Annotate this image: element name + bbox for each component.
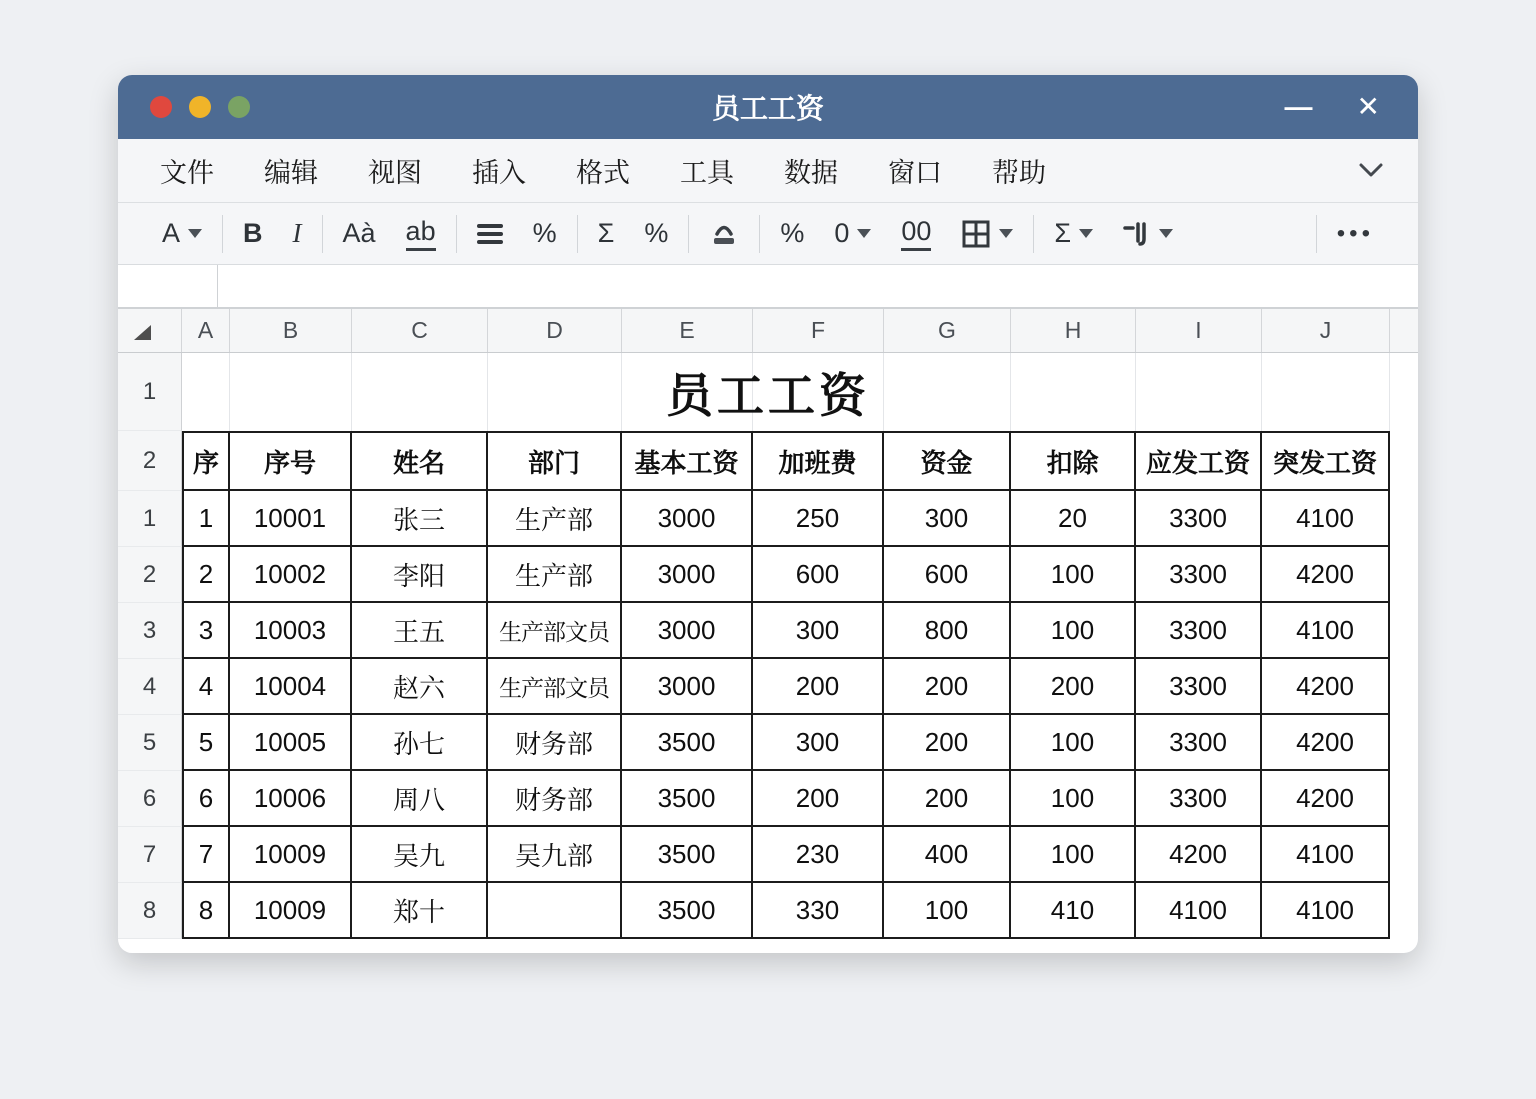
empty-cell[interactable] [1011,353,1136,431]
cell[interactable]: 6 [182,771,230,827]
cell[interactable]: 200 [1011,659,1136,715]
select-all-button[interactable] [118,309,182,352]
select-all-triangle-icon [134,325,151,340]
cell[interactable]: 100 [1011,771,1136,827]
align-lines-icon[interactable] [477,223,503,245]
underline-button[interactable]: ab [406,216,436,251]
cell[interactable]: 4100 [1262,603,1390,659]
bold-button[interactable]: B [243,218,263,248]
column-header-D[interactable]: D [488,309,622,352]
cell[interactable]: 600 [753,547,884,603]
cell[interactable]: 3500 [622,827,753,883]
header-cell[interactable]: 应发工资 [1136,431,1262,491]
formula-bar [118,265,1418,309]
header-cell[interactable]: 序 [182,431,230,491]
cell[interactable]: 10002 [230,547,352,603]
cell[interactable]: 3300 [1136,659,1262,715]
cell[interactable]: 8 [182,883,230,939]
menu-item-格式[interactable]: 格式 [576,158,630,188]
autosum-button[interactable] [1054,218,1093,249]
column-header-H[interactable]: H [1011,309,1136,352]
cell[interactable]: 600 [884,547,1011,603]
window-controls [1285,93,1418,121]
empty-cell[interactable] [1136,353,1262,431]
table-row [118,547,1418,603]
cell[interactable]: 100 [884,883,1011,939]
table-row [118,827,1418,883]
row-number[interactable]: 2 [118,431,182,491]
menu-item-数据[interactable]: 数据 [784,158,838,188]
empty-cell[interactable] [488,353,622,431]
close-traffic-light-icon[interactable] [150,96,172,118]
fill-color-icon[interactable] [709,220,739,248]
cell[interactable]: 3 [182,603,230,659]
font-dropdown-button[interactable] [162,218,202,249]
more-options-button[interactable]: ••• [1336,219,1374,247]
minimize-button[interactable]: — [1284,91,1311,122]
app-window [118,75,1418,953]
column-header-J[interactable]: J [1262,309,1390,352]
header-cell[interactable]: 部门 [488,431,622,491]
cell[interactable]: 郑十 [352,883,488,939]
cell[interactable]: 230 [753,827,884,883]
font-label: A [162,218,181,248]
cell[interactable]: 周八 [352,771,488,827]
borders-button[interactable] [961,220,1013,248]
table-row [118,603,1418,659]
borders-grid-icon [961,220,991,248]
table-row [118,771,1418,827]
decrease-decimal-button[interactable] [834,218,871,249]
cell[interactable]: 300 [753,715,884,771]
cell[interactable]: 3300 [1136,771,1262,827]
close-button[interactable]: ✕ [1356,91,1380,122]
cell[interactable]: 4100 [1136,883,1262,939]
cell[interactable]: 1 [182,491,230,547]
chevron-down-icon [1159,229,1173,238]
cell[interactable]: 200 [884,659,1011,715]
row-number[interactable]: 1 [118,491,182,547]
cell[interactable]: 赵六 [352,659,488,715]
table-row [118,659,1418,715]
cell[interactable]: 3300 [1136,547,1262,603]
cell[interactable]: 100 [1011,547,1136,603]
cell[interactable]: 4200 [1262,547,1390,603]
cell[interactable]: 4200 [1262,715,1390,771]
cell[interactable]: 200 [884,715,1011,771]
name-box[interactable] [118,265,218,307]
menu-item-文件[interactable]: 文件 [160,158,214,188]
chevron-down-icon[interactable] [1358,161,1384,179]
cell[interactable]: 250 [753,491,884,547]
row-number[interactable]: 6 [118,771,182,827]
cell[interactable]: 100 [1011,603,1136,659]
cell[interactable]: 吴九 [352,827,488,883]
cell[interactable]: 3000 [622,659,753,715]
column-header-F[interactable]: F [753,309,884,352]
cell[interactable]: 生产部文员 [488,659,622,715]
minimize-traffic-light-icon[interactable] [189,96,211,118]
sheet-title-row [118,353,1418,431]
cell[interactable]: 3500 [622,715,753,771]
cell[interactable] [488,883,622,939]
cell[interactable]: 800 [884,603,1011,659]
percent-button[interactable]: % [532,218,557,248]
sigma-label: Σ [1054,218,1072,248]
column-header-G[interactable]: G [884,309,1011,352]
column-header-B[interactable]: B [230,309,352,352]
cell[interactable]: 330 [753,883,884,939]
spreadsheet [118,309,1418,939]
row-number[interactable]: 7 [118,827,182,883]
cell[interactable]: 3300 [1136,491,1262,547]
menu-item-工具[interactable]: 工具 [680,158,734,188]
menu-item-编辑[interactable]: 编辑 [264,158,318,188]
cell[interactable]: 10009 [230,827,352,883]
cell[interactable]: 20 [1011,491,1136,547]
menu-bar [118,139,1418,203]
cell[interactable]: 3300 [1136,715,1262,771]
cell[interactable]: 10003 [230,603,352,659]
percent-button[interactable]: % [644,218,669,248]
cell[interactable]: 10001 [230,491,352,547]
row-number[interactable]: 5 [118,715,182,771]
chevron-down-icon [999,229,1013,238]
chevron-down-icon [857,229,871,238]
cell[interactable]: 3500 [622,771,753,827]
cell[interactable]: 10005 [230,715,352,771]
toolbar [118,203,1418,265]
header-cell[interactable]: 扣除 [1011,431,1136,491]
cell[interactable]: 4100 [1262,491,1390,547]
table-header-row [118,431,1418,491]
formula-input[interactable] [218,265,1418,307]
cell[interactable]: 300 [884,491,1011,547]
cell[interactable]: 4200 [1262,659,1390,715]
salary-table [118,431,1418,939]
cell[interactable]: 生产部 [488,547,622,603]
cell[interactable]: 7 [182,827,230,883]
column-header-A[interactable]: A [182,309,230,352]
cell[interactable]: 10009 [230,883,352,939]
cell[interactable]: 4200 [1262,771,1390,827]
cell[interactable]: 4200 [1136,827,1262,883]
row-number[interactable]: 3 [118,603,182,659]
column-header-I[interactable]: I [1136,309,1262,352]
chevron-down-icon [188,229,202,238]
empty-cell[interactable] [182,353,230,431]
increase-decimal-button[interactable]: 00 [901,216,931,251]
header-cell[interactable]: 姓名 [352,431,488,491]
empty-cell[interactable] [352,353,488,431]
zoom-traffic-light-icon[interactable] [228,96,250,118]
cell[interactable]: 王五 [352,603,488,659]
empty-cell[interactable] [622,353,753,431]
menu-item-插入[interactable]: 插入 [472,158,526,188]
cell[interactable]: 2 [182,547,230,603]
cell[interactable]: 10006 [230,771,352,827]
font-case-button[interactable]: Aà [342,218,376,248]
italic-button[interactable]: I [292,218,302,248]
menu-item-帮助[interactable]: 帮助 [992,158,1046,188]
cell[interactable]: 生产部 [488,491,622,547]
header-cell[interactable]: 加班费 [753,431,884,491]
cell[interactable]: 4 [182,659,230,715]
table-row [118,491,1418,547]
cell[interactable]: 3500 [622,883,753,939]
window-title: 员工工资 [711,93,824,124]
header-cell[interactable]: 突发工资 [1262,431,1390,491]
cell[interactable]: 100 [1011,715,1136,771]
cell[interactable]: 李阳 [352,547,488,603]
percent-button[interactable]: % [780,218,805,248]
empty-cell[interactable] [230,353,352,431]
cell[interactable]: 400 [884,827,1011,883]
cell[interactable]: 4100 [1262,827,1390,883]
row-number[interactable]: 8 [118,883,182,939]
cell[interactable]: 410 [1011,883,1136,939]
cell[interactable]: 生产部文员 [488,603,622,659]
row-number[interactable]: 1 [118,353,182,431]
table-row [118,715,1418,771]
column-header-C[interactable]: C [352,309,488,352]
chevron-down-icon [1079,229,1093,238]
cell[interactable]: 200 [753,659,884,715]
decimal-zero-label: 0 [834,218,850,248]
cell[interactable]: 张三 [352,491,488,547]
cell[interactable]: 100 [1011,827,1136,883]
cell[interactable]: 3000 [622,491,753,547]
cell[interactable]: 孙七 [352,715,488,771]
header-cell[interactable]: 基本工资 [622,431,753,491]
cell[interactable]: 3000 [622,547,753,603]
sort-button[interactable] [1123,221,1173,247]
window-titlebar [118,75,1418,139]
column-header-E[interactable]: E [622,309,753,352]
cell[interactable]: 4100 [1262,883,1390,939]
row-number[interactable]: 4 [118,659,182,715]
cell[interactable]: 200 [884,771,1011,827]
traffic-lights [118,96,250,118]
header-cell[interactable]: 序号 [230,431,352,491]
cell[interactable]: 吴九部 [488,827,622,883]
column-header-row [118,309,1418,353]
cell[interactable]: 财务部 [488,715,622,771]
empty-cell[interactable] [1262,353,1390,431]
sum-button[interactable]: Σ [597,218,615,248]
header-cell[interactable]: 资金 [884,431,1011,491]
cell[interactable]: 3000 [622,603,753,659]
cell[interactable]: 5 [182,715,230,771]
menu-item-视图[interactable]: 视图 [368,158,422,188]
cell[interactable]: 200 [753,771,884,827]
empty-cell[interactable] [753,353,884,431]
cell[interactable]: 10004 [230,659,352,715]
cell[interactable]: 300 [753,603,884,659]
menu-item-窗口[interactable]: 窗口 [888,158,942,188]
sheet-title: 员工工资 [666,368,870,422]
cell[interactable]: 财务部 [488,771,622,827]
sort-icon [1123,221,1151,247]
table-row [118,883,1418,939]
cell[interactable]: 3300 [1136,603,1262,659]
row-number[interactable]: 2 [118,547,182,603]
empty-cell[interactable] [884,353,1011,431]
